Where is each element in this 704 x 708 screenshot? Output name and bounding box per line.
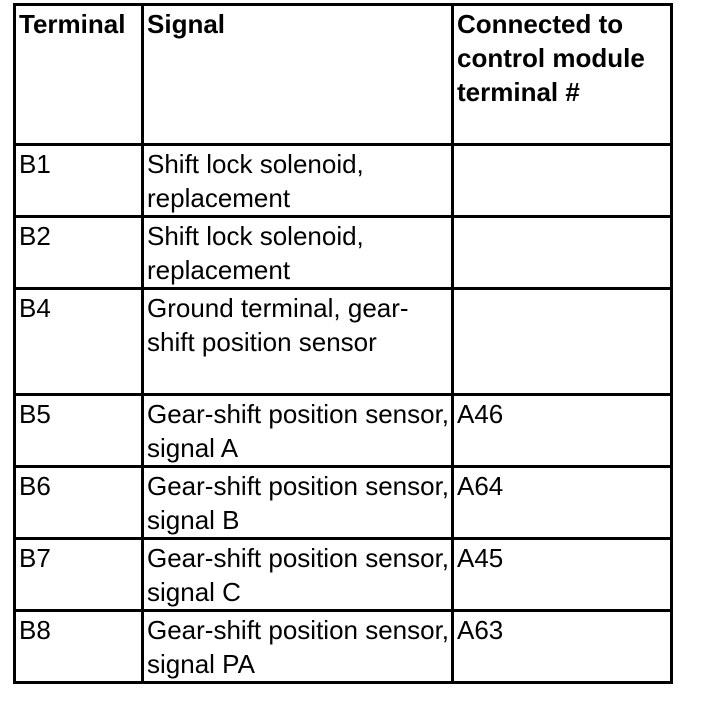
table-row xyxy=(15,145,672,217)
terminal-cell: B1 xyxy=(15,145,143,217)
terminal-pinout-table xyxy=(13,3,673,684)
header-row xyxy=(15,5,672,145)
signal-cell: Gear-shift position sensor, signal C xyxy=(143,539,453,611)
header-terminal: Terminal xyxy=(15,5,143,145)
table-row xyxy=(15,217,672,289)
terminal-cell: B6 xyxy=(15,467,143,539)
signal-cell: Ground terminal, gear-shift position sensor xyxy=(143,289,453,395)
connected-cell xyxy=(453,217,672,289)
signal-cell: Gear-shift position sensor, signal A xyxy=(143,395,453,467)
connected-cell: A45 xyxy=(453,539,672,611)
terminal-cell: B8 xyxy=(15,611,143,683)
terminal-cell: B4 xyxy=(15,289,143,395)
table-row xyxy=(15,467,672,539)
connected-cell xyxy=(453,145,672,217)
table-row xyxy=(15,539,672,611)
connected-cell: A46 xyxy=(453,395,672,467)
terminal-cell: B7 xyxy=(15,539,143,611)
header-connected-to: Connected to control module terminal # xyxy=(453,5,672,145)
signal-cell: Gear-shift position sensor, signal PA xyxy=(143,611,453,683)
connected-cell: A64 xyxy=(453,467,672,539)
terminal-cell: B2 xyxy=(15,217,143,289)
table-row xyxy=(15,611,672,683)
table-row xyxy=(15,395,672,467)
signal-cell: Shift lock solenoid, replacement xyxy=(143,145,453,217)
table-row xyxy=(15,289,672,395)
connected-cell xyxy=(453,289,672,395)
connected-cell: A63 xyxy=(453,611,672,683)
signal-cell: Gear-shift position sensor, signal B xyxy=(143,467,453,539)
terminal-cell: B5 xyxy=(15,395,143,467)
signal-cell: Shift lock solenoid, replacement xyxy=(143,217,453,289)
header-signal: Signal xyxy=(143,5,453,145)
